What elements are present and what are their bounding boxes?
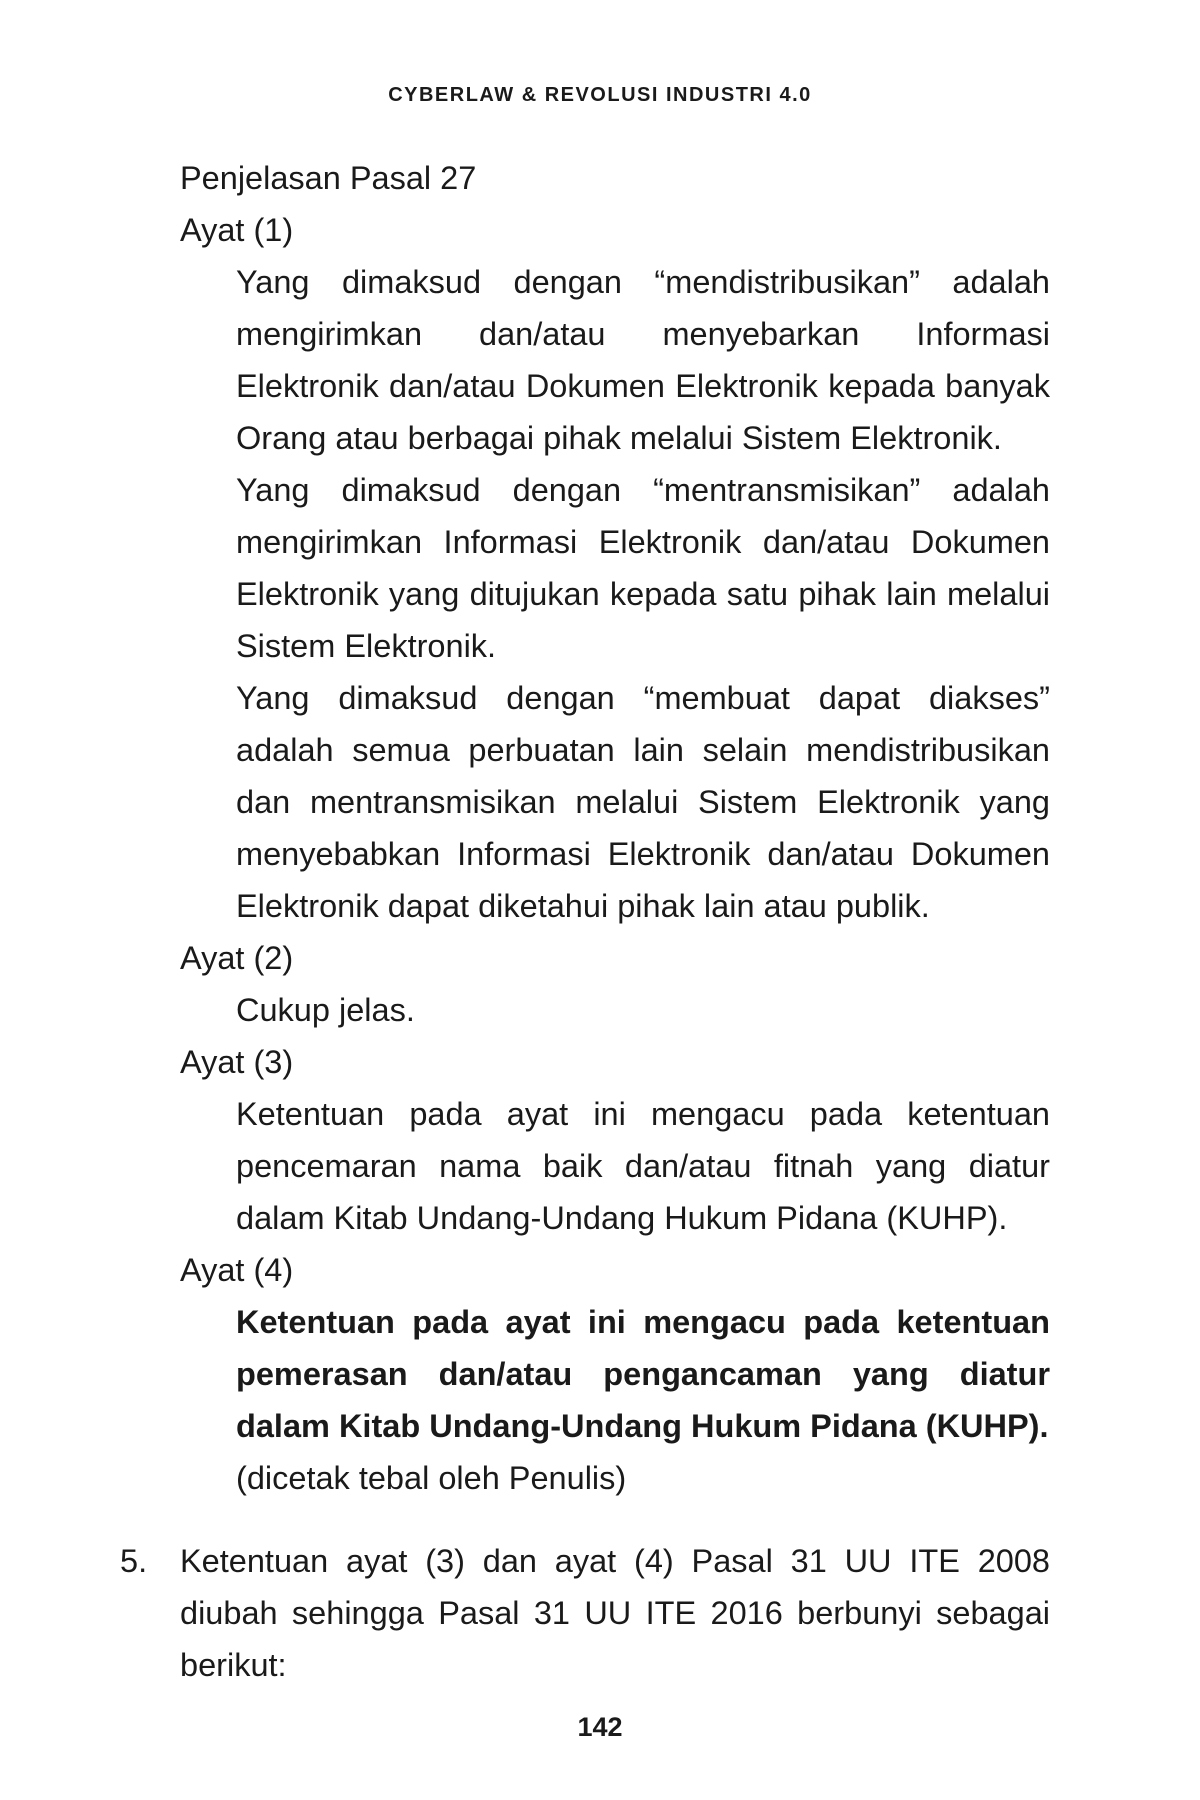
page-number: 142 xyxy=(577,1712,623,1742)
ayat-1-paragraph-1: Yang dimaksud dengan “mendistribusikan” adalah mengirimkan dan/atau menyebarkan Informasi Elektronik dan/atau Dokumen Elektronik kepada banyak Orang atau berbagai pihak melalui Sistem Elektronik. xyxy=(236,264,1050,456)
item-5-text: Ketentuan ayat (3) dan ayat (4) Pasal 31 UU ITE 2008 diubah sehingga Pasal 31 UU ITE 2016 berbunyi sebagai berikut: xyxy=(180,1543,1050,1683)
numbered-item-5 xyxy=(120,1535,1050,1691)
ayat-3-label: Ayat (3) xyxy=(180,1044,294,1080)
running-header: CYBERLAW & REVOLUSI INDUSTRI 4.0 xyxy=(388,84,812,106)
item-number: 5. xyxy=(120,1543,148,1579)
ayat-1-paragraph-2: Yang dimaksud dengan “mentransmisikan” adalah mengirimkan Informasi Elektronik dan/atau Dokumen Elektronik yang ditujukan kepada satu pihak lain melalui Sistem Elektronik. xyxy=(236,472,1050,664)
ayat-2-label: Ayat (2) xyxy=(180,940,294,976)
ayat-3-text: Ketentuan pada ayat ini mengacu pada ketentuan pencemaran nama baik dan/atau fitnah yang diatur dalam Kitab Undang-Undang Hukum Pidana (KUHP). xyxy=(236,1096,1050,1236)
main-content xyxy=(180,152,1050,1504)
ayat-4-label: Ayat (4) xyxy=(180,1252,294,1288)
author-note: (dicetak tebal oleh Penulis) xyxy=(236,1460,627,1496)
section-heading: Penjelasan Pasal 27 xyxy=(180,160,477,196)
ayat-4-bold-text: Ketentuan pada ayat ini mengacu pada ketentuan pemerasan dan/atau pengancaman yang diatur dalam Kitab Undang-Undang Hukum Pidana (KUHP). xyxy=(236,1304,1050,1444)
ayat-1-paragraph-3: Yang dimaksud dengan “membuat dapat diakses” adalah semua perbuatan lain selain mendistribusikan dan mentransmisikan melalui Sistem Elektronik yang menyebabkan Informasi Elektronik dan/atau Dokumen Elektronik dapat diketahui pihak lain atau publik. xyxy=(236,680,1050,924)
ayat-2-text: Cukup jelas. xyxy=(236,992,415,1028)
ayat-1-label: Ayat (1) xyxy=(180,212,294,248)
